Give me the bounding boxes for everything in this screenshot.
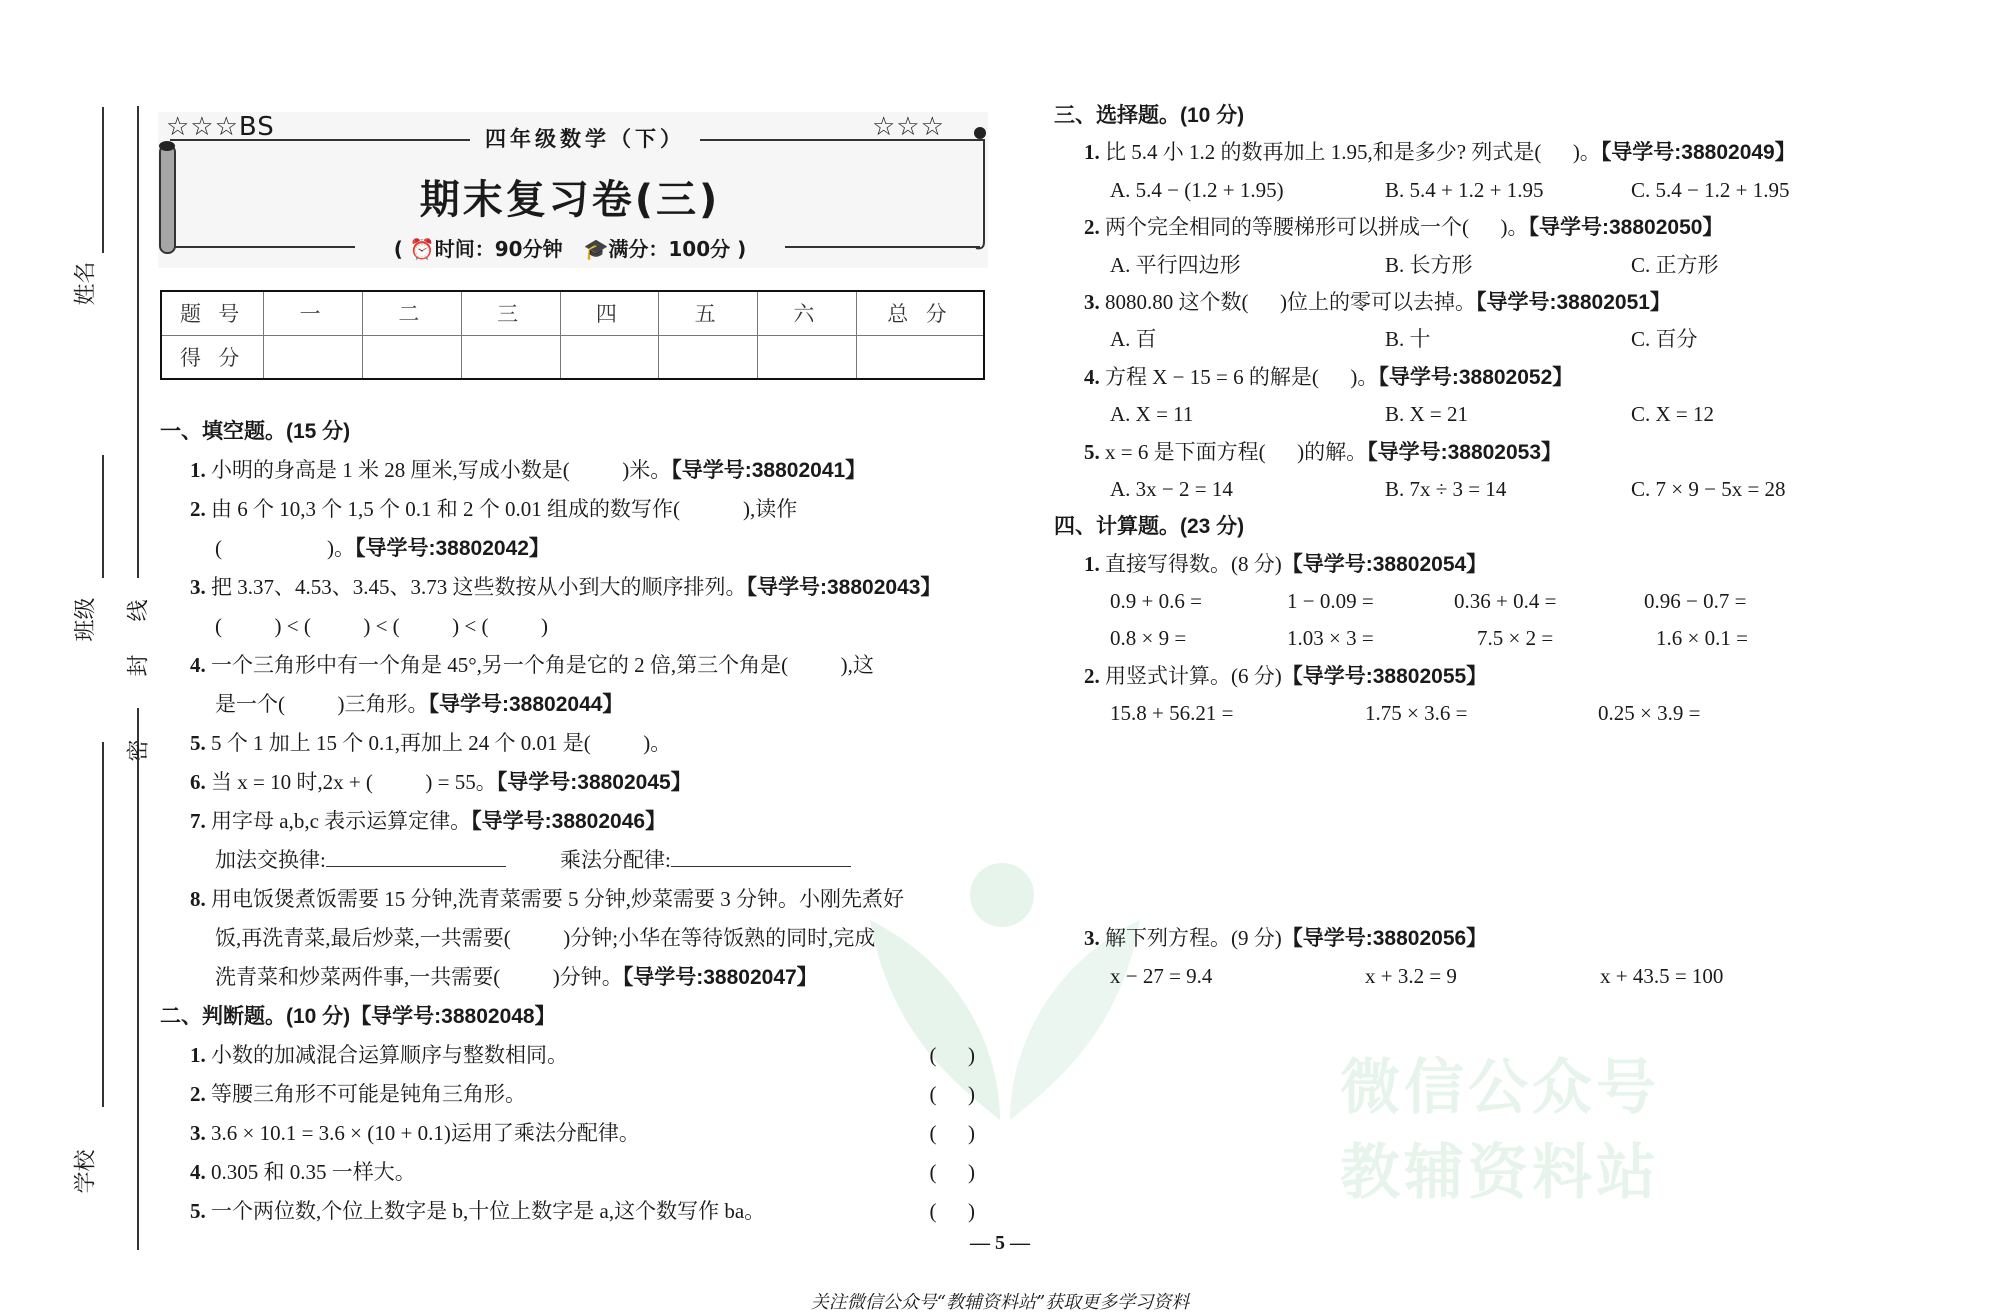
line-item — [1054, 134, 1854, 171]
line-cells — [1054, 247, 1854, 284]
question-text: 用电饭煲煮饭需要 15 分钟,洗青菜需要 5 分钟,炒菜需要 3 分钟。小刚先煮好 — [205, 887, 904, 911]
question-text: 两个完全相同的等腰梯形可以拼成一个( )。 — [1099, 215, 1529, 240]
header-cell: 总 分 — [856, 291, 984, 335]
question-number: 7. — [190, 809, 206, 833]
watermark-text-1: 微信公众号 — [1340, 1053, 1660, 1123]
section-heading: 一、填空题。(15 分) — [160, 420, 351, 443]
question-text: 8080.80 这个数( )位上的零可以去掉。 — [1099, 289, 1476, 314]
question-text: 小数的加减混合运算顺序与整数相同。 — [205, 1043, 568, 1067]
full-score-label: 满分：100分 — [608, 237, 731, 261]
subject-label: 四年级数学（下） — [470, 123, 700, 153]
answer-blank[interactable] — [326, 844, 506, 867]
line-cont — [160, 685, 975, 724]
option-cell: B. 7x ÷ 3 = 14 — [1385, 476, 1507, 501]
question-number: 5. — [1084, 439, 1100, 464]
section-heading: 三、选择题。(10 分) — [1054, 104, 1245, 127]
left-column — [160, 412, 975, 1231]
question-number: 4. — [190, 1160, 206, 1184]
score-cell[interactable] — [560, 335, 659, 379]
line-cells — [1054, 396, 1854, 433]
score-header-row — [161, 291, 984, 335]
question-number: 1. — [190, 458, 206, 482]
line-item — [160, 763, 975, 802]
score-cell[interactable] — [461, 335, 560, 379]
name-line — [102, 107, 104, 253]
question-number: 4. — [190, 653, 206, 677]
line-cont — [160, 958, 975, 997]
header-cell: 六 — [758, 291, 857, 335]
score-cell[interactable] — [758, 335, 857, 379]
option-cell: A. 3x − 2 = 14 — [1110, 476, 1233, 501]
option-cell: C. X = 12 — [1631, 402, 1715, 427]
page-title: 期末复习卷(三) — [419, 177, 721, 223]
option-cell: 1.6 × 0.1 = — [1656, 626, 1748, 651]
option-cell: 0.25 × 3.9 = — [1598, 701, 1701, 726]
line-judge — [160, 1153, 975, 1192]
option-cell: A. X = 11 — [1110, 402, 1194, 427]
question-number: 2. — [1084, 215, 1100, 240]
class-line — [102, 455, 104, 578]
line-item — [1054, 546, 1854, 583]
option-cell: A. 5.4 − (1.2 + 1.95) — [1110, 177, 1284, 202]
line-item — [160, 568, 975, 607]
option-cell: B. 5.4 + 1.2 + 1.95 — [1385, 177, 1544, 202]
option-cell: 0.9 + 0.6 = — [1110, 589, 1202, 614]
guide-code: 【导学号:38802049】 — [1600, 141, 1796, 165]
question-text: 用竖式计算。(6 分) — [1099, 663, 1282, 688]
option-cell: 1.03 × 3 = — [1287, 626, 1374, 651]
guide-code: 【导学号:38802051】 — [1476, 290, 1671, 314]
score-cell[interactable] — [856, 335, 984, 379]
line-cells — [1054, 172, 1854, 209]
guide-code: 【导学号:38802054】 — [1281, 552, 1488, 576]
line-judge — [160, 1192, 975, 1231]
option-cell: 7.5 × 2 = — [1477, 626, 1554, 651]
line-cells — [1054, 695, 1854, 732]
line-cont — [160, 919, 975, 958]
score-row-label: 得 分 — [161, 335, 264, 379]
answer-parentheses[interactable]: ( ) — [929, 1121, 975, 1145]
option-cell: 1 − 0.09 = — [1287, 589, 1374, 614]
line-item — [1054, 209, 1854, 246]
question-number: 3. — [190, 575, 206, 599]
header-cell: 五 — [659, 291, 758, 335]
line-item — [1054, 359, 1854, 396]
option-cell: A. 平行四边形 — [1110, 252, 1241, 277]
seal-line-top — [137, 106, 139, 578]
question-text: 5 个 1 加上 15 个 0.1,再加上 24 个 0.01 是( )。 — [205, 731, 672, 755]
page-number: — 5 — — [970, 1232, 1030, 1254]
option-cell: B. 长方形 — [1385, 252, 1473, 277]
school-label: 学校 — [72, 1149, 98, 1194]
line-cont — [160, 529, 975, 568]
question-number: 1. — [1084, 140, 1100, 165]
option-cell: x + 43.5 = 100 — [1600, 964, 1724, 988]
line-heading — [160, 412, 975, 451]
option-cell: C. 7 × 9 − 5x = 28 — [1631, 476, 1786, 501]
guide-code: 【导学号:38802044】 — [428, 693, 624, 716]
guide-code: 【导学号:38802046】 — [471, 810, 667, 833]
name-label: 姓名 — [72, 261, 98, 306]
question-text: 比 5.4 小 1.2 的数再加上 1.95,和是多少? 列式是( )。 — [1099, 140, 1601, 165]
line-cells — [1054, 957, 1854, 995]
score-row — [161, 335, 984, 379]
school-line — [102, 742, 104, 1107]
question-text: 把 3.37、4.53、3.45、3.73 这些数按从小到大的顺序排列。 — [205, 575, 747, 599]
answer-parentheses[interactable]: ( ) — [929, 1082, 975, 1106]
question-text: 解下列方程。(9 分) — [1099, 926, 1282, 950]
score-cell[interactable] — [363, 335, 462, 379]
question-text: 方程 X − 15 = 6 的解是( )。 — [1099, 364, 1379, 389]
option-cell: A. 百 — [1110, 327, 1157, 352]
guide-code: 【导学号:38802043】 — [746, 576, 942, 599]
line-item — [1054, 658, 1854, 695]
line-judge — [160, 1075, 975, 1114]
option-cell: B. 十 — [1385, 327, 1431, 352]
question-number: 2. — [1084, 663, 1100, 688]
stars-right: ☆☆☆ — [872, 112, 945, 142]
option-cell: B. X = 21 — [1385, 402, 1469, 427]
guide-code: 【导学号:38802045】 — [496, 771, 692, 794]
answer-parentheses[interactable]: ( ) — [929, 1199, 975, 1223]
seal-char-line: 线 — [125, 599, 151, 622]
question-number: 1. — [1084, 551, 1100, 576]
question-text-continued: 是一个( )三角形。 — [215, 692, 429, 716]
option-cell: C. 5.4 − 1.2 + 1.95 — [1631, 177, 1790, 202]
option-cell: 0.96 − 0.7 = — [1644, 589, 1747, 614]
question-text: 等腰三角形不可能是钝角三角形。 — [205, 1082, 526, 1106]
blank-label: 加法交换律: — [215, 848, 326, 872]
guide-code: 【导学号:38802041】 — [671, 459, 867, 482]
line-cells — [1054, 583, 1854, 620]
question-text: 0.305 和 0.35 一样大。 — [205, 1160, 416, 1184]
section-heading: 四、计算题。(23 分) — [1054, 515, 1245, 539]
answer-parentheses[interactable]: ( ) — [929, 1043, 975, 1067]
question-number: 4. — [1084, 364, 1100, 389]
watermark-text-2: 教辅资料站 — [1340, 1138, 1660, 1208]
header-cell: 一 — [264, 291, 363, 335]
line-judge — [160, 1036, 975, 1075]
line-item — [160, 646, 975, 685]
question-number: 5. — [190, 731, 206, 755]
line-item — [160, 490, 975, 529]
question-text: 一个三角形中有一个角是 45°,另一个角是它的 2 倍,第三个角是( ),这 — [205, 653, 874, 677]
header-cell: 题 号 — [161, 291, 264, 335]
question-text: 当 x = 10 时,2x + ( ) = 55。 — [205, 770, 497, 794]
blank-label: 乘法分配律: — [560, 848, 671, 872]
class-label: 班级 — [72, 597, 98, 642]
question-text: 由 6 个 10,3 个 1,5 个 0.1 和 2 个 0.01 组成的数写作( ),读作 — [205, 497, 798, 521]
right-column-equations — [1054, 919, 1854, 995]
answer-blank[interactable] — [671, 844, 851, 867]
question-text: 一个两位数,个位上数字是 b,十位上数字是 a,这个数写作 ba。 — [205, 1199, 766, 1223]
line-blanks — [160, 841, 975, 880]
guide-code: 【导学号:38802048】 — [350, 1005, 556, 1028]
line-heading — [1054, 97, 1854, 134]
question-number: 3. — [190, 1121, 206, 1145]
guide-code: 【导学号:38802056】 — [1281, 927, 1488, 950]
blank-field — [560, 841, 851, 880]
guide-code: 【导学号:38802055】 — [1281, 664, 1488, 688]
line-item — [160, 451, 975, 490]
line-cells — [1054, 620, 1854, 657]
score-cell[interactable] — [264, 335, 363, 379]
question-text: x = 6 是下面方程( )的解。 — [1099, 439, 1368, 464]
question-text: 3.6 × 10.1 = 3.6 × (10 + 0.1)运用了乘法分配律。 — [205, 1121, 640, 1145]
guide-code: 【导学号:38802042】 — [355, 537, 550, 560]
right-column — [1054, 97, 1854, 733]
answer-parentheses[interactable]: ( ) — [929, 1160, 975, 1184]
question-text: 小明的身高是 1 米 28 厘米,写成小数是( )米。 — [205, 458, 672, 482]
guide-code: 【导学号:38802047】 — [622, 966, 818, 989]
option-cell: x + 3.2 = 9 — [1365, 964, 1457, 988]
line-cont — [160, 607, 975, 646]
question-number: 2. — [190, 497, 206, 521]
option-cell: 15.8 + 56.21 = — [1110, 701, 1234, 726]
option-cell: 0.8 × 9 = — [1110, 626, 1187, 651]
seal-line-bottom — [137, 708, 139, 1250]
question-number: 1. — [190, 1043, 206, 1067]
footer-note: 关注微信公众号“教辅资料站”获取更多学习资料 — [810, 1292, 1190, 1313]
question-text: 直接写得数。(8 分) — [1099, 551, 1282, 576]
line-judge — [160, 1114, 975, 1153]
option-cell: 0.36 + 0.4 = — [1454, 589, 1557, 614]
question-number: 8. — [190, 887, 206, 911]
score-table — [160, 290, 985, 380]
question-text-continued: 饭,再洗青菜,最后炒菜,一共需要( )分钟;小华在等待饭熟的同时,完成 — [215, 926, 876, 950]
score-cell[interactable] — [659, 335, 758, 379]
question-number: 3. — [1084, 926, 1100, 950]
header-cell: 三 — [461, 291, 560, 335]
line-item — [160, 724, 975, 763]
line-cells — [1054, 321, 1854, 358]
question-text-continued: ( )。 — [215, 536, 355, 560]
line-heading — [1054, 508, 1854, 545]
question-text-continued: 洗青菜和炒菜两件事,一共需要( )分钟。 — [215, 965, 623, 989]
option-cell: 1.75 × 3.6 = — [1365, 701, 1468, 726]
stars-left: ☆☆☆BS — [166, 112, 275, 142]
guide-code: 【导学号:38802050】 — [1528, 216, 1724, 240]
blank-field — [215, 841, 506, 880]
time-label: 时间：90分钟 — [434, 237, 563, 261]
seal-char-secret: 密 — [125, 739, 151, 762]
line-cells — [1054, 471, 1854, 508]
guide-code: 【导学号:38802053】 — [1367, 440, 1563, 464]
line-item — [160, 802, 975, 841]
line-item — [1054, 434, 1854, 471]
grad-cap-icon: 🎓 — [583, 237, 609, 261]
question-number: 5. — [190, 1199, 206, 1223]
line-item — [160, 880, 975, 919]
header-cell: 四 — [560, 291, 659, 335]
exam-info: ( ⏰时间：90分钟 🎓满分：100分 ) — [355, 233, 785, 262]
question-text-continued: ( ) < ( ) < ( ) < ( ) — [215, 614, 548, 638]
question-number: 6. — [190, 770, 206, 794]
option-cell: C. 正方形 — [1631, 252, 1719, 277]
section-heading: 二、判断题。(10 分) — [160, 1005, 351, 1028]
seal-char-seal: 封 — [125, 654, 151, 677]
clock-icon: ⏰ — [409, 237, 435, 261]
question-text: 用字母 a,b,c 表示运算定律。 — [205, 809, 472, 833]
line-item — [1054, 919, 1854, 957]
guide-code: 【导学号:38802052】 — [1378, 365, 1574, 389]
option-cell: C. 百分 — [1631, 327, 1698, 352]
line-item — [1054, 284, 1854, 321]
header-cell: 二 — [363, 291, 462, 335]
question-number: 3. — [1084, 289, 1100, 314]
line-heading — [160, 997, 975, 1036]
question-number: 2. — [190, 1082, 206, 1106]
option-cell: x − 27 = 9.4 — [1110, 964, 1213, 988]
